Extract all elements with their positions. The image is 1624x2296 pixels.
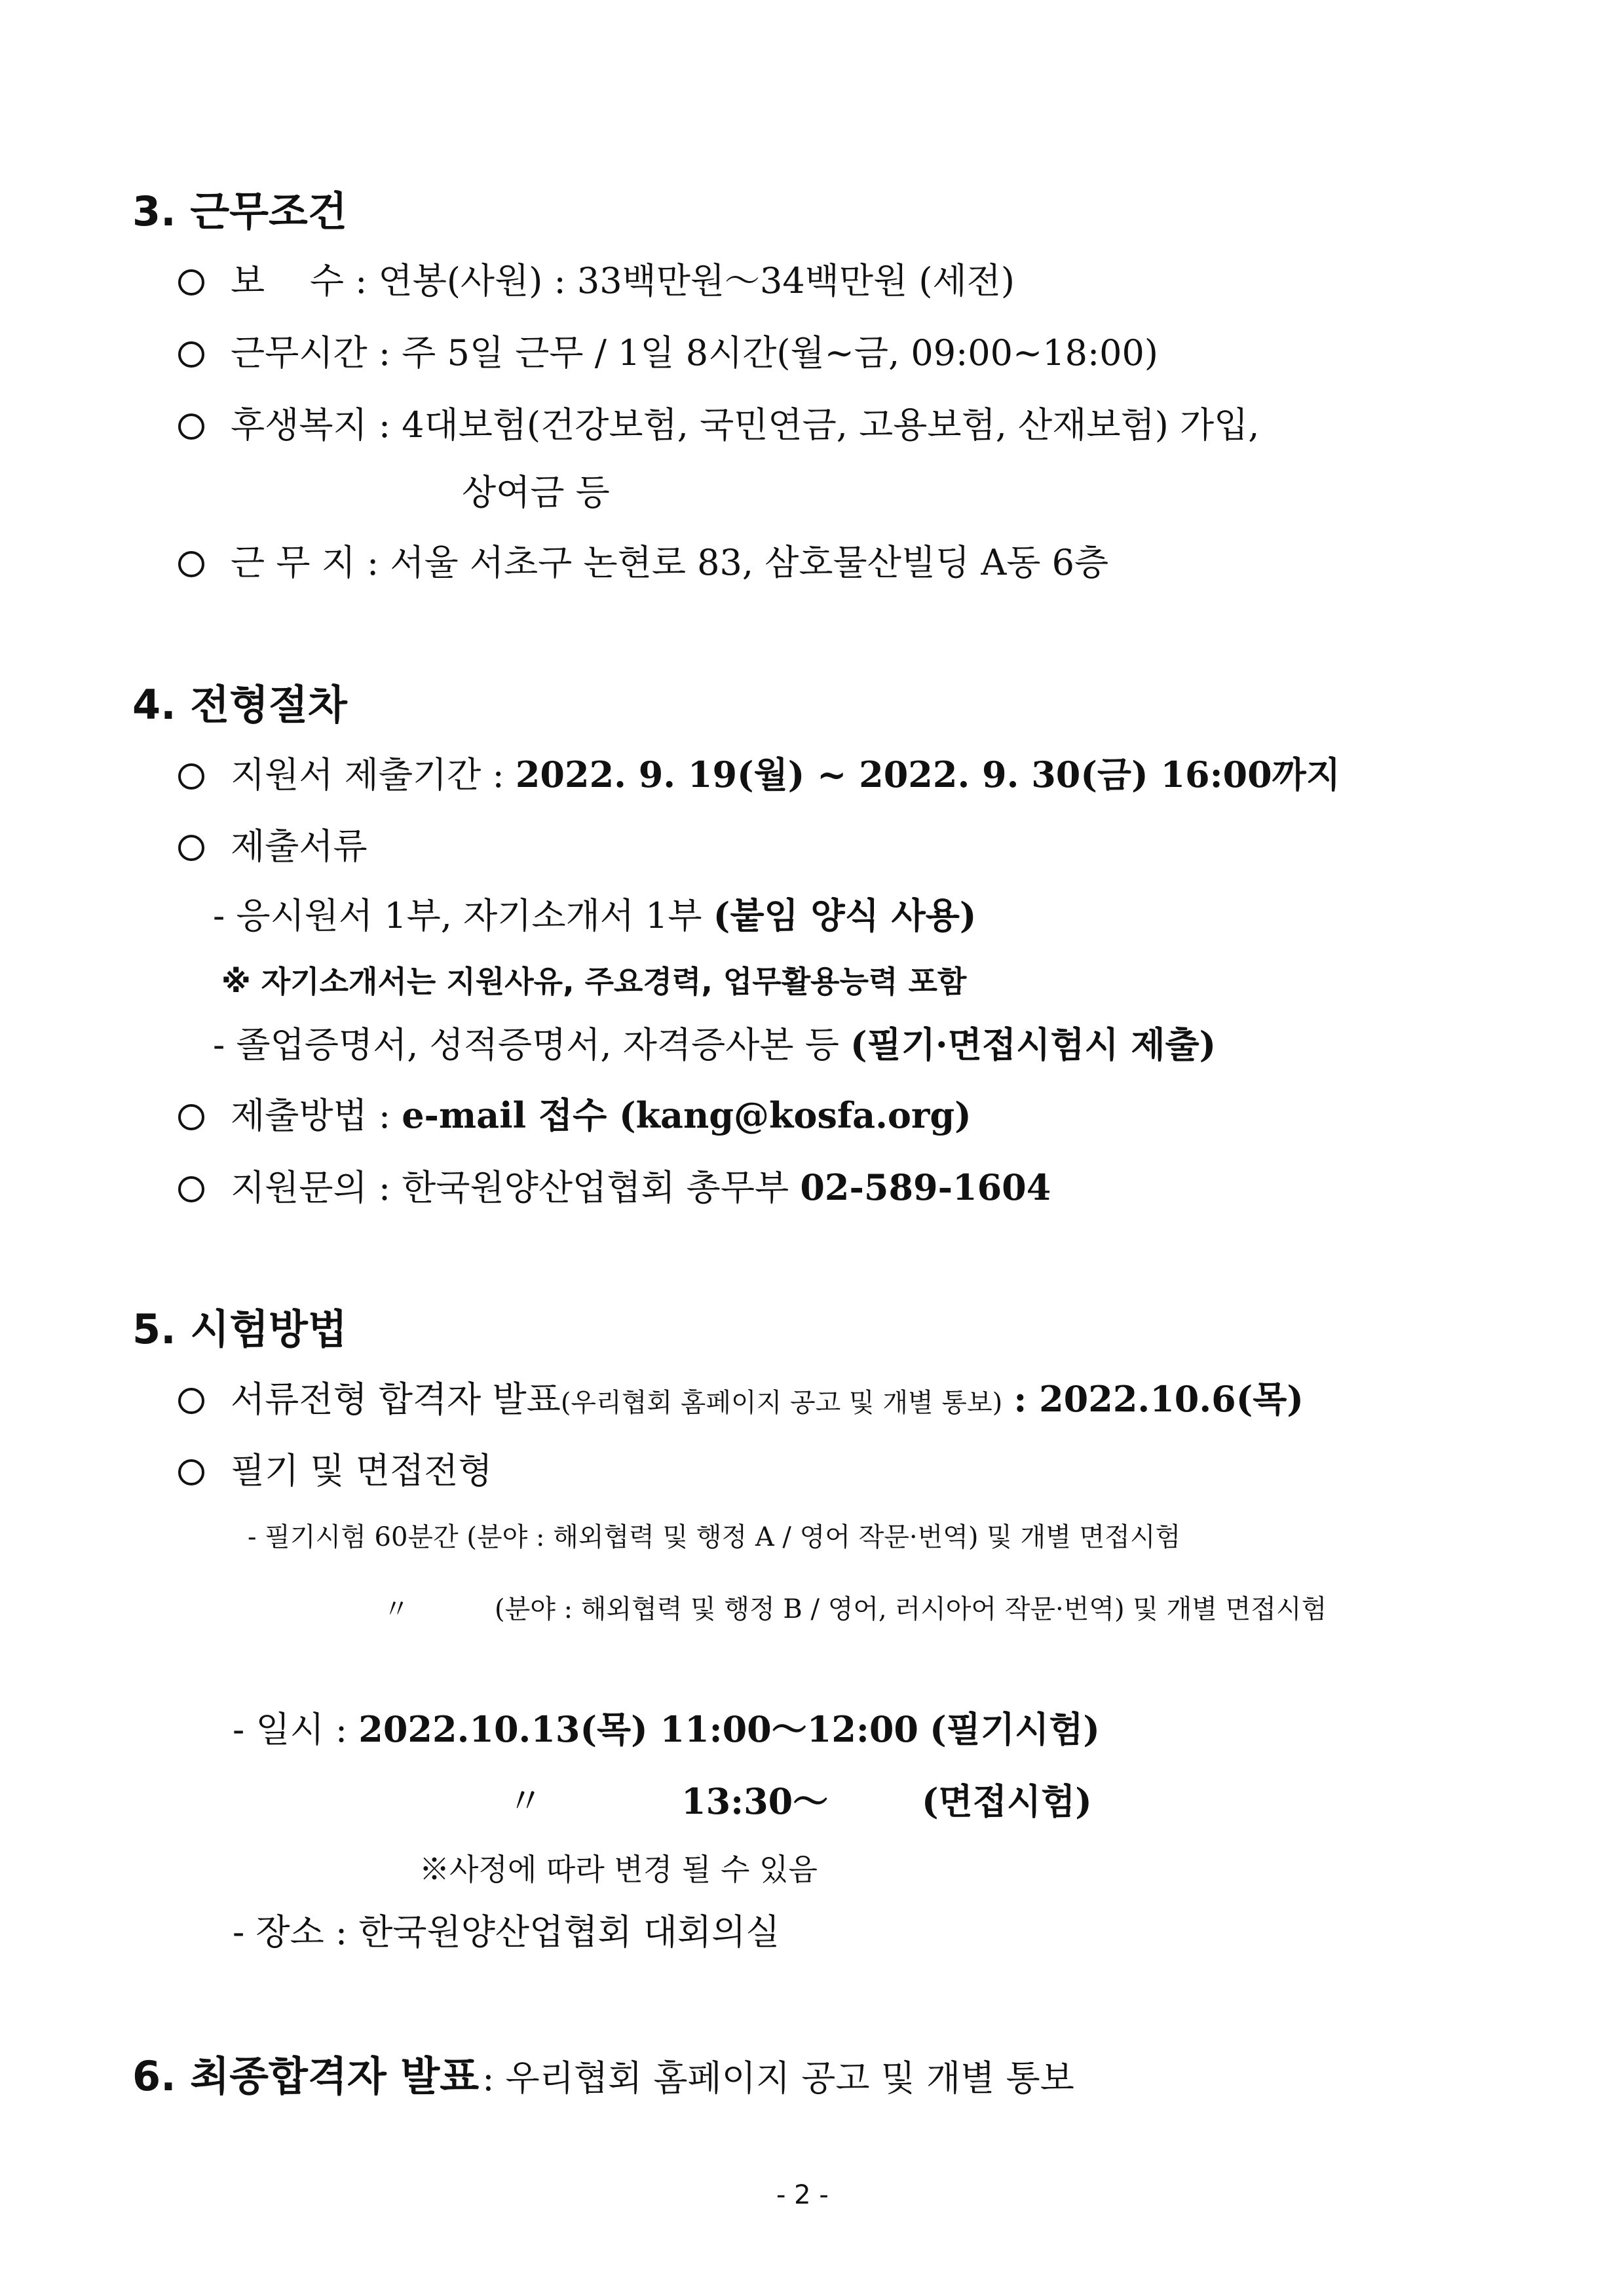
circle-bullet-icon — [178, 1176, 204, 1202]
circle-bullet-icon — [178, 763, 204, 790]
place-row — [178, 542, 1109, 583]
hours-row — [178, 332, 1158, 373]
self-intro-note: ※ 자기소개서는 지원사유, 주요경력, 업무활용능력 포함 — [221, 964, 967, 999]
date-type: (필기시험) — [930, 1708, 1100, 1750]
method-label: 제출방법 : — [231, 1095, 391, 1136]
docs-item-2 — [213, 1024, 1217, 1065]
change-note: ※사정에 따라 변경 될 수 있음 — [419, 1852, 818, 1887]
contact-value: 02-589-1604 — [800, 1166, 1051, 1208]
date-row — [233, 1708, 1100, 1750]
circle-bullet-icon — [178, 1104, 204, 1130]
docs-item-1-bold: (붙임 양식 사용) — [713, 894, 977, 936]
written-item-2 — [383, 1596, 1327, 1622]
circle-bullet-icon — [178, 269, 204, 296]
date-value: 2022.10.13(목) 11:00～12:00 — [358, 1708, 918, 1750]
hours-value: : 주 5일 근무 / 1일 8시간(월~금, 09:00~18:00) — [378, 332, 1158, 373]
pay-value: : 연봉(사원) : 33백만원～34백만원 (세전) — [355, 260, 1015, 301]
date-row-2 — [508, 1780, 543, 1822]
doc-result-value: : 2022.10.6(목) — [1013, 1378, 1304, 1420]
docs-item-2-text: - 졸업증명서, 성적증명서, 자격증사본 등 — [213, 1024, 839, 1065]
doc-result-row — [178, 1378, 1304, 1420]
written-label: 필기 및 면접전형 — [231, 1450, 493, 1491]
method-value: e-mail 접수 (kang@kosfa.org) — [402, 1094, 972, 1136]
section-6-value: : 우리협회 홈페이지 공고 및 개별 통보 — [482, 2057, 1074, 2099]
section-4-title: 4. 전형절차 — [132, 681, 347, 729]
welfare-row — [178, 404, 1260, 446]
docs-item-1 — [213, 894, 977, 936]
written-item-2-text: (분야 : 해외협력 및 행정 B / 영어, 러시아어 작문·번역) 및 개별 면접시험 — [495, 1594, 1327, 1624]
date-label: - 일시 : — [233, 1709, 348, 1750]
circle-bullet-icon — [178, 341, 204, 368]
section-3-title: 3. 근무조건 — [132, 187, 347, 235]
circle-bullet-icon — [178, 551, 204, 577]
written-row — [178, 1450, 493, 1491]
docs-label: 제출서류 — [231, 826, 368, 867]
place-label: 근 무 지 — [231, 542, 356, 583]
pay-label: 보 수 — [231, 260, 344, 301]
section-6-title: 6. 최종합격자 발표 — [132, 2052, 480, 2100]
welfare-value: : 4대보험(건강보험, 국민연금, 고용보험, 산재보험) 가입, — [378, 404, 1260, 446]
circle-bullet-icon — [178, 1459, 204, 1485]
period-row — [178, 754, 1340, 795]
circle-bullet-icon — [178, 413, 204, 440]
venue-row: - 장소 : 한국원양산업협회 대회의실 — [233, 1911, 780, 1953]
circle-bullet-icon — [178, 835, 204, 861]
doc-result-label: 서류전형 합격자 발표 — [231, 1379, 561, 1420]
welfare-label: 후생복지 — [231, 404, 368, 446]
ditto-mark: 〃 — [383, 1594, 409, 1624]
contact-row — [178, 1166, 1051, 1208]
docs-row — [178, 826, 368, 867]
docs-item-2-bold: (필기·면접시험시 제출) — [850, 1024, 1217, 1065]
pay-row — [178, 260, 1015, 301]
written-item-1: - 필기시험 60분간 (분야 : 해외협력 및 행정 A / 영어 작문·번역) 및 개별 면접시험 — [248, 1522, 1181, 1552]
docs-item-1-text: - 응시원서 1부, 자기소개서 1부 — [213, 895, 702, 936]
section-6-row — [132, 2052, 1074, 2100]
hours-label: 근무시간 — [231, 332, 368, 373]
welfare-continuation: 상여금 등 — [462, 472, 610, 513]
period-value: 2022. 9. 19(월) ~ 2022. 9. 30(금) 16:00까지 — [515, 754, 1340, 795]
time-2: 13:30～ — [681, 1780, 829, 1822]
time-2-type: (면접시험) — [922, 1780, 1092, 1822]
ditto-mark-2: 〃 — [508, 1780, 543, 1822]
page-number: - 2 - — [776, 2180, 829, 2210]
method-row — [178, 1094, 972, 1136]
doc-result-small: (우리협회 홈페이지 공고 및 개별 통보) — [560, 1388, 1003, 1418]
period-label: 지원서 제출기간 : — [231, 754, 504, 795]
circle-bullet-icon — [178, 1388, 204, 1414]
contact-label: 지원문의 : 한국원양산업협회 총무부 — [231, 1167, 789, 1208]
section-5-title: 5. 시험방법 — [132, 1305, 347, 1353]
place-value: : 서울 서초구 논현로 83, 삼호물산빌딩 A동 6층 — [367, 542, 1109, 583]
